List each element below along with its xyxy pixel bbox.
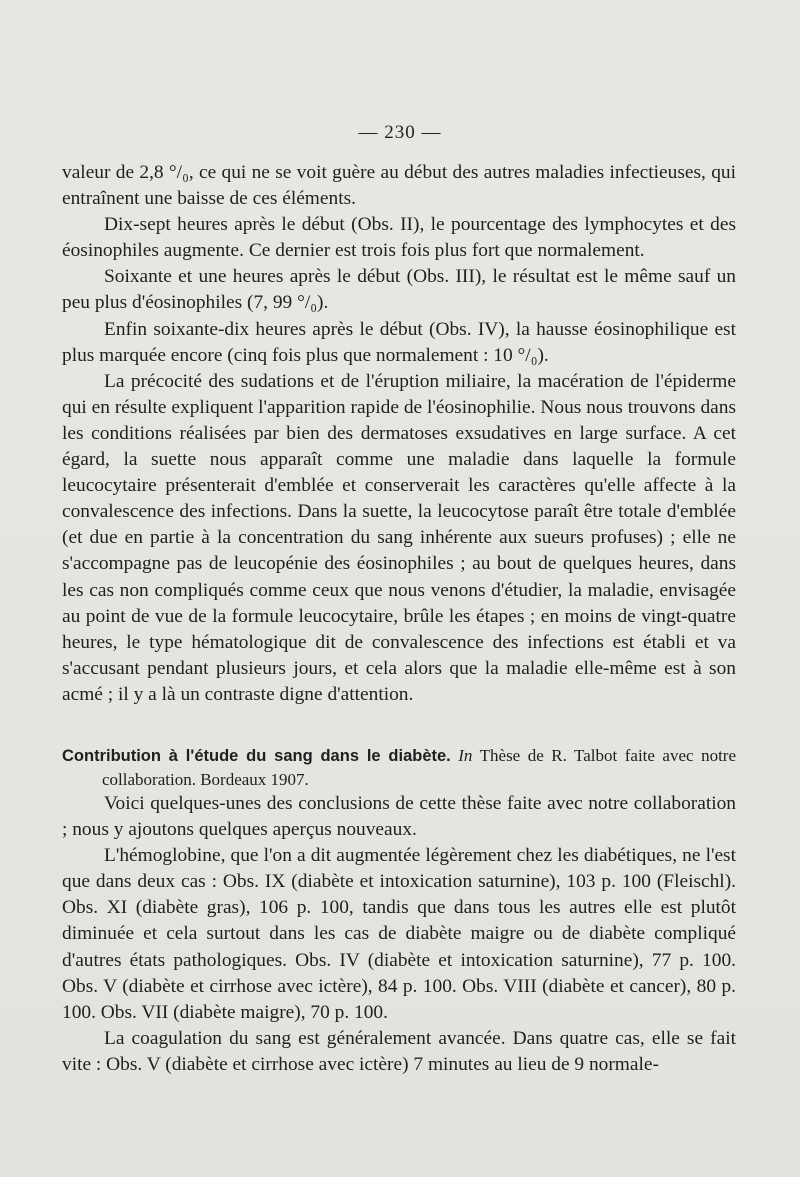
paragraph: Soixante et une heures après le début (Obs. III), le résultat est le même sauf un peu plus d'éosinophiles (7, 99 °/₀). — [62, 266, 736, 314]
section-1-text — [62, 160, 736, 708]
page-number: — 230 — — [358, 122, 442, 143]
paragraph: L'hémoglobine, que l'on a dit augmentée légèrement chez les diabétiques, ne l'est que dans deux cas : Obs. IX (diabète et intoxication saturnine), 103 p. 100 (Fleischl). Obs. XI (diabète gras), 106 p. 100, tandis que dans tous les autres elle est plutôt diminuée et cela surtout dans les cas de diabète maigre ou de diabète compliqué d'autres états pathologiques. Obs. IV (diabète et intoxication saturnine), 77 p. 100. Obs. V (diabète et cirrhose avec ictère), 84 p. 100. Obs. VIII (diabète et cancer), 80 p. 100. Obs. VII (diabète maigre), 70 p. 100. — [62, 845, 736, 1023]
paragraph: Enfin soixante-dix heures après le début (Obs. IV), la hausse éosinophilique est plus marquée encore (cinq fois plus que normalement : 10 °/₀). — [62, 318, 736, 366]
paragraph: Voici quelques-unes des conclusions de cette thèse faite avec notre collaboration ; nous y ajoutons quelques aperçus nouveaux. — [62, 793, 736, 841]
paragraph: valeur de 2,8 °/₀, ce qui ne se voit guère au début des autres maladies infectieuses, qui entraînent une baisse de ces éléments. — [62, 162, 736, 210]
heading-title: Contribution à l'étude du sang dans le diabète. — [62, 747, 451, 765]
paragraph: La précocité des sudations et de l'éruption miliaire, la macération de l'épiderme qui en résulte expliquent l'apparition rapide de l'éosinophilie. Nous nous trouvons dans les conditions réalisées par bien des dermatoses exsudatives en large surface. A cet égard, la suette nous apparaît comme une maladie dans laquelle la formule leucocytaire présenterait d'emblée et conserverait les caractères qu'elle affecte à la convalescence des infections. Dans la suette, la leucocytose paraît être totale d'emblée (et due en partie à la concentration du sang inhérente aux sueurs profuses) ; elle ne s'accompagne pas de leucopénie des éosinophiles ; au bout de quelques heures, dans les cas non compliqués comme ceux que nous venons d'étudier, la maladie, envisagée au point de vue de la formule leucocytaire, brûle les étapes ; en moins de vingt-quatre heures, le type hématologique dit de convalescence des infections est établi et va s'accusant pendant plusieurs jours, et cela alors que la maladie elle-même est à son acmé ; il y a là un contraste digne d'attention. — [62, 370, 736, 705]
paragraph: Dix-sept heures après le début (Obs. II), le pourcentage des lymphocytes et des éosinophiles augmente. Ce dernier est trois fois plus fort que normalement. — [62, 214, 736, 262]
heading-in: In — [458, 746, 473, 765]
heading-reference: Thèse de R. Talbot faite avec notre collaboration. Bordeaux 1907. — [102, 746, 736, 789]
section-2-heading — [62, 744, 736, 791]
section-2-text — [62, 791, 736, 1078]
paragraph: La coagulation du sang est généralement avancée. Dans quatre cas, elle se fait vite : Obs. V (diabète et cirrhose avec ictère) 7 minutes au lieu de 9 normale- — [62, 1027, 736, 1075]
